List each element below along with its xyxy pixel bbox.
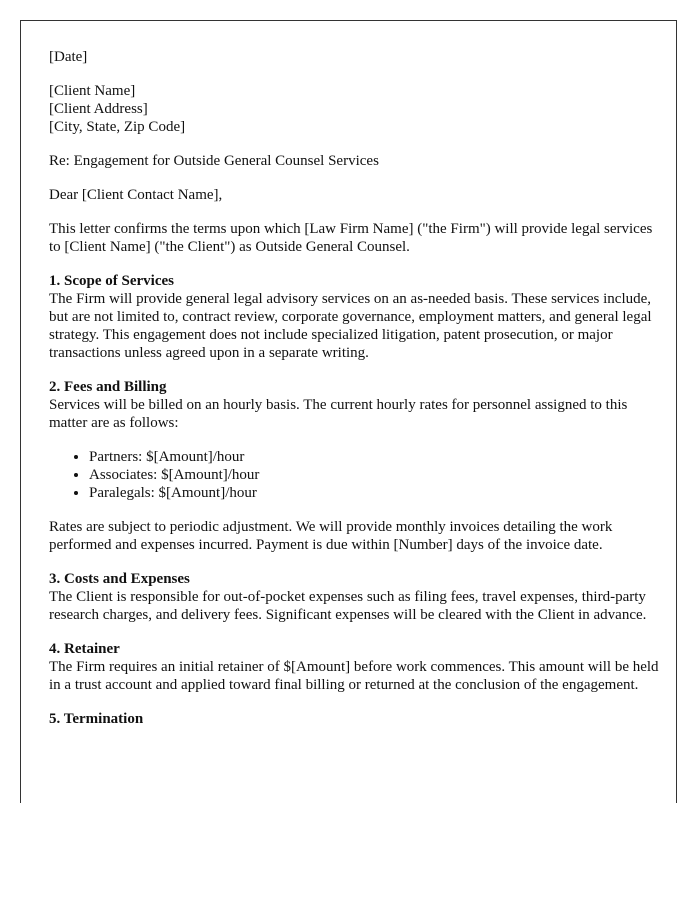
list-item: • Paralegals: $[Amount]/hour	[89, 484, 662, 502]
section-scope	[49, 272, 662, 362]
client-address	[49, 82, 662, 136]
rates-list	[49, 448, 662, 502]
intro-paragraph: This letter confirms the terms upon which [Law Firm Name] ("the Firm") will provide legal services to [Client Name] ("the Client") as Outside General Counsel.	[49, 221, 653, 255]
section-termination	[49, 710, 662, 728]
date: [Date]	[49, 49, 88, 65]
client-street: [Client Address]	[49, 101, 148, 117]
section-body: The Firm requires an initial retainer of $[Amount] before work commences. This amount will be held in a trust account and applied toward final billing or returned at the conclusion of the engagement.	[49, 659, 659, 693]
rates-note: Rates are subject to periodic adjustment. We will provide monthly invoices detailing the work performed and expenses incurred. Payment is due within [Number] days of the invoice date.	[49, 519, 613, 553]
section-heading: 5. Termination	[49, 711, 144, 727]
section-heading: 4. Retainer	[49, 641, 120, 657]
client-name: [Client Name]	[49, 83, 136, 99]
section-body: Services will be billed on an hourly basis. The current hourly rates for personnel assigned to this matter are as follows:	[49, 397, 628, 431]
section-body: The Firm will provide general legal advisory services on an as-needed basis. These services include, but are not limited to, contract review, corporate governance, employment matters, and general legal strategy. This engagement does not include specialized litigation, patent prosecution, or major transactions unless agreed upon in a separate writing.	[49, 291, 652, 361]
section-retainer	[49, 640, 662, 694]
letter-page	[20, 20, 677, 803]
section-costs	[49, 570, 662, 624]
section-heading: 2. Fees and Billing	[49, 379, 167, 395]
section-body: The Client is responsible for out-of-pocket expenses such as filing fees, travel expenses, third-party research charges, and delivery fees. Significant expenses will be cleared with the Client in advance.	[49, 589, 647, 623]
list-item: • Associates: $[Amount]/hour	[89, 466, 662, 484]
subject-line: Re: Engagement for Outside General Counsel Services	[49, 153, 379, 169]
section-heading: 1. Scope of Services	[49, 273, 174, 289]
salutation: Dear [Client Contact Name],	[49, 187, 223, 203]
section-fees	[49, 378, 662, 432]
list-item: • Partners: $[Amount]/hour	[89, 448, 662, 466]
client-city: [City, State, Zip Code]	[49, 119, 186, 135]
section-heading: 3. Costs and Expenses	[49, 571, 190, 587]
